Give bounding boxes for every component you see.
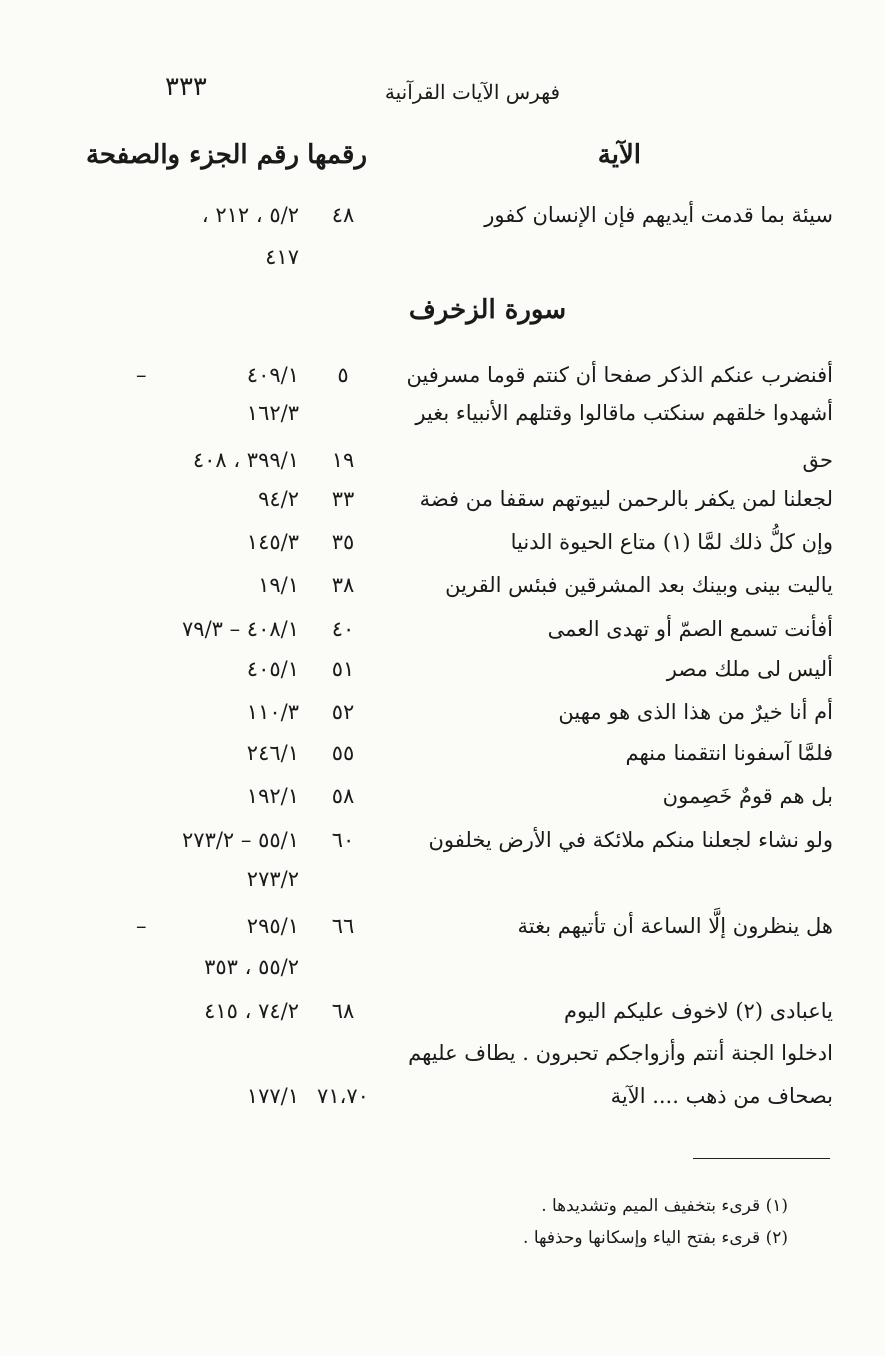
aya-number: ٣٨ bbox=[331, 573, 355, 597]
aya-number: ٧١،٧٠ bbox=[317, 1084, 369, 1108]
volume-page-ref: ١١٠/٣ bbox=[246, 700, 299, 724]
aya-text: سيئة بما قدمت أيديهم فإن الإنسان كفور bbox=[484, 203, 833, 227]
aya-number: ٣٣ bbox=[331, 487, 355, 511]
surah-heading: سورة الزخرف bbox=[408, 295, 567, 325]
aya-text: أم أنا خيرٌ من هذا الذى هو مهين bbox=[558, 700, 833, 724]
volume-page-ref: ١٦٢/٣ bbox=[246, 401, 299, 425]
aya-number: ٣٥ bbox=[331, 530, 355, 554]
aya-text: هل ينظرون إلَّا الساعة أن تأتيهم بغتة bbox=[517, 914, 833, 938]
aya-text: ياليت بينى وبينك بعد المشرقين فبئس القرين bbox=[445, 573, 833, 597]
aya-text: ادخلوا الجنة أنتم وأزواجكم تحبرون . يطاف عليهم bbox=[408, 1041, 833, 1065]
continuation-dash: – bbox=[136, 914, 147, 938]
index-row bbox=[0, 235, 885, 279]
volume-page-ref: ٥٥/١ – ٢٧٣/٢ bbox=[182, 828, 299, 852]
aya-text: ولو نشاء لجعلنا منكم ملائكة في الأرض يخلفون bbox=[428, 828, 833, 852]
volume-page-ref: ٤١٧ bbox=[265, 245, 299, 269]
volume-page-ref: ٤٠٨/١ – ٧٩/٣ bbox=[182, 617, 299, 641]
aya-text: لجعلنا لمن يكفر بالرحمن لبيوتهم سقفا من فضة bbox=[419, 487, 833, 511]
footnote-2: (٢) قرىء بفتح الياء وإسكانها وحذفها . bbox=[523, 1228, 788, 1248]
aya-number: ٥ bbox=[337, 363, 349, 387]
aya-number: ٤٠ bbox=[331, 617, 355, 641]
column-header-reference: رقم الجزء والصفحة bbox=[85, 140, 299, 170]
volume-page-ref: ٣٩٩/١ ، ٤٠٨ bbox=[192, 448, 299, 472]
aya-text: بل هم قومٌ خَصِمون bbox=[662, 784, 833, 808]
aya-number: ٦٦ bbox=[331, 914, 355, 938]
index-row bbox=[0, 945, 885, 989]
aya-text: بصحاف من ذهب .... الآية bbox=[610, 1084, 833, 1108]
index-row bbox=[0, 1031, 885, 1075]
volume-page-ref: ١٧٧/١ bbox=[246, 1084, 299, 1108]
index-row bbox=[0, 857, 885, 901]
running-title: فهرس الآيات القرآنية bbox=[384, 80, 560, 104]
index-row bbox=[0, 1074, 885, 1118]
volume-page-ref: ١٤٥/٣ bbox=[246, 530, 299, 554]
aya-number: ٤٨ bbox=[331, 203, 355, 227]
column-header-number: رقمها bbox=[307, 140, 367, 170]
volume-page-ref: ٥/٢ ، ٢١٢ ، bbox=[201, 203, 299, 227]
volume-page-ref: ٤٠٥/١ bbox=[246, 657, 299, 681]
index-row bbox=[0, 193, 885, 237]
index-row bbox=[0, 818, 885, 862]
aya-text: أفأنت تسمع الصمّ أو تهدى العمى bbox=[547, 617, 833, 641]
footnote-separator bbox=[693, 1158, 830, 1159]
page-number: ٣٣٣ bbox=[165, 72, 207, 102]
index-row bbox=[0, 647, 885, 691]
volume-page-ref: ١٩٢/١ bbox=[246, 784, 299, 808]
index-row bbox=[0, 989, 885, 1033]
index-row bbox=[0, 391, 885, 435]
aya-text: أليس لى ملك مصر bbox=[666, 657, 833, 681]
volume-page-ref: ٢٤٦/١ bbox=[246, 741, 299, 765]
index-row bbox=[0, 607, 885, 651]
aya-number: ٥٥ bbox=[331, 741, 355, 765]
aya-text: فلمَّا آسفونا انتقمنا منهم bbox=[625, 741, 833, 765]
volume-page-ref: ٧٤/٢ ، ٤١٥ bbox=[204, 999, 299, 1023]
volume-page-ref: ٤٠٩/١ bbox=[246, 363, 299, 387]
index-row bbox=[0, 774, 885, 818]
volume-page-ref: ٥٥/٢ ، ٣٥٣ bbox=[204, 955, 299, 979]
aya-text: وإن كلُّ ذلك لمَّا (١) متاع الحيوة الدنيا bbox=[510, 530, 833, 554]
aya-text: أشهدوا خلقهم سنكتب ماقالوا وقتلهم الأنبياء بغير bbox=[415, 401, 833, 425]
index-row bbox=[0, 904, 885, 948]
index-row bbox=[0, 731, 885, 775]
aya-number: ٦٨ bbox=[331, 999, 355, 1023]
index-row bbox=[0, 520, 885, 564]
index-row bbox=[0, 477, 885, 521]
aya-text: حق bbox=[802, 448, 833, 472]
index-row bbox=[0, 690, 885, 734]
column-header-aya: الآية bbox=[597, 140, 641, 170]
aya-number: ١٩ bbox=[331, 448, 355, 472]
footnote-1: (١) قرىء بتخفيف الميم وتشديدها . bbox=[541, 1196, 788, 1216]
aya-number: ٦٠ bbox=[331, 828, 355, 852]
aya-number: ٥٢ bbox=[331, 700, 355, 724]
volume-page-ref: ٢٧٣/٢ bbox=[246, 867, 299, 891]
aya-number: ٥٨ bbox=[331, 784, 355, 808]
continuation-dash: – bbox=[136, 363, 147, 387]
volume-page-ref: ٢٩٥/١ bbox=[246, 914, 299, 938]
aya-text: ياعبادى (٢) لاخوف عليكم اليوم bbox=[563, 999, 833, 1023]
index-row bbox=[0, 438, 885, 482]
aya-number: ٥١ bbox=[331, 657, 355, 681]
volume-page-ref: ١٩/١ bbox=[258, 573, 299, 597]
volume-page-ref: ٩٤/٢ bbox=[258, 487, 299, 511]
index-row bbox=[0, 563, 885, 607]
aya-text: أفنضرب عنكم الذكر صفحا أن كنتم قوما مسرفين bbox=[406, 363, 833, 387]
